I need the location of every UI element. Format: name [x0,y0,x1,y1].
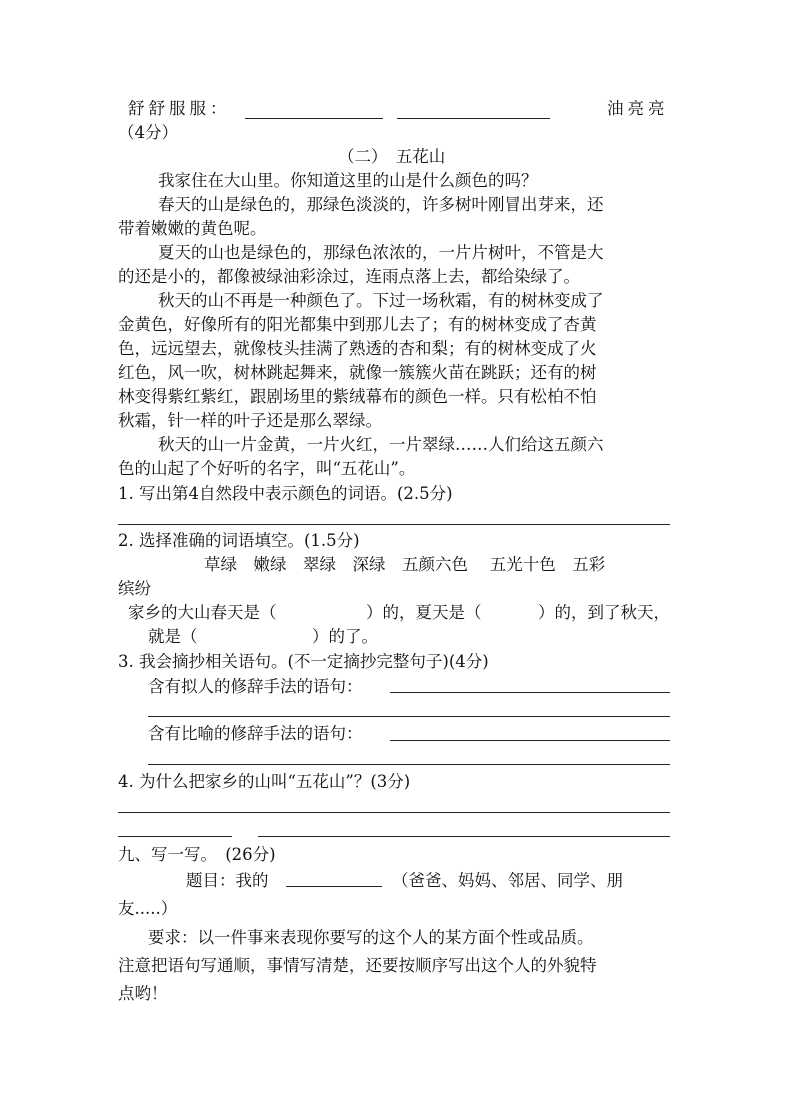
passage-line: 春天的山是绿色的，那绿色淡淡的，许多树叶刚冒出芽来，还 [158,195,604,214]
question-3: 3. 我会摘抄相关语句。(不一定摘抄完整句子)(4分) [118,652,489,671]
fill-sentence: ）的，到了秋天， [538,603,670,622]
essay-topic-options-cont: 友.....） [118,899,178,918]
passage-line: 林变得紫红紫红，跟剧场里的紫绒幕布的颜色一样。只有松柏不怕 [118,387,597,406]
passage-line: 我家住在大山里。你知道这里的山是什么颜色的吗？ [158,171,538,190]
answer-line[interactable] [118,836,232,837]
fill-sentence: ）的，夏天是（ [366,603,482,622]
passage-line: 夏天的山也是绿色的，那绿色浓浓的，一片片树叶，不管是大 [158,243,604,262]
shufu-label: 舒舒服服： [128,99,231,118]
answer-blank[interactable] [397,118,550,119]
passage-line: 秋天的山一片金黄，一片火红，一片翠绿……人们给这五颜六 [158,435,604,454]
essay-topic: 题目：我的 [186,871,269,890]
answer-line[interactable] [148,764,670,765]
passage-line: 秋霜，针一样的叶子还是那么翠绿。 [118,411,382,430]
essay-requirement: 注意把语句写通顺，事情写清楚，还要按顺序写出这个人的外貌特 [118,956,597,975]
essay-requirement: 要求：以一件事来表现你要写的这个人的某方面个性或品质。 [148,928,594,947]
question-4: 4. 为什么把家乡的山叫“五花山”？(3分) [118,772,411,791]
passage-title: （二） 五花山 [338,147,446,166]
passage-line: 带着嫩嫩的黄色呢。 [118,219,267,238]
passage-line: 色的山起了个好听的名字，叫“五花山”。 [118,459,416,478]
question-1: 1. 写出第4自然段中表示颜色的词语。(2.5分) [118,484,453,503]
youliangliang-word: 油亮亮 [607,99,669,118]
answer-line[interactable] [258,836,670,837]
fill-sentence: 家乡的大山春天是（ [128,603,277,622]
passage-line: 金黄色，好像所有的阳光都集中到那儿去了；有的树林变成了杏黄 [118,315,597,334]
passage-line: 的还是小的，都像被绿油彩涂过，连雨点落上去，都给染绿了。 [118,267,580,286]
answer-line[interactable] [118,524,670,525]
passage-line: 秋天的山不再是一种颜色了。下过一场秋霜，有的树林变成了 [158,291,604,310]
essay-requirement: 点哟！ [118,984,168,1003]
word-options: 草绿 嫩绿 翠绿 深绿 五颜六色 五光十色 五彩 [204,555,606,574]
section-heading: 九、写一写。 (26分) [118,845,276,864]
passage-line: 色，远远望去，就像枝头挂满了熟透的杏和梨；有的树林变成了火 [118,339,597,358]
fill-sentence: 就是（ [148,627,198,646]
passage-line: 红色，风一吹，树林跳起舞来，就像一簇簇火苗在跳跃；还有的树 [118,363,597,382]
fill-sentence: ）的了。 [312,627,378,646]
score-note: （4分） [118,123,178,142]
question-2: 2. 选择准确的词语填空。(1.5分) [118,531,360,550]
essay-topic-options: （爸爸、妈妈、邻居、同学、朋 [392,871,623,890]
topic-blank[interactable] [286,886,382,887]
word-options-cont: 缤纷 [118,579,151,598]
answer-line[interactable] [390,692,670,693]
answer-line[interactable] [148,716,670,717]
answer-line[interactable] [390,740,670,741]
personification-prompt: 含有拟人的修辞手法的语句： [148,677,363,696]
answer-blank[interactable] [245,118,383,119]
simile-prompt: 含有比喻的修辞手法的语句： [148,724,363,743]
answer-line[interactable] [118,812,670,813]
